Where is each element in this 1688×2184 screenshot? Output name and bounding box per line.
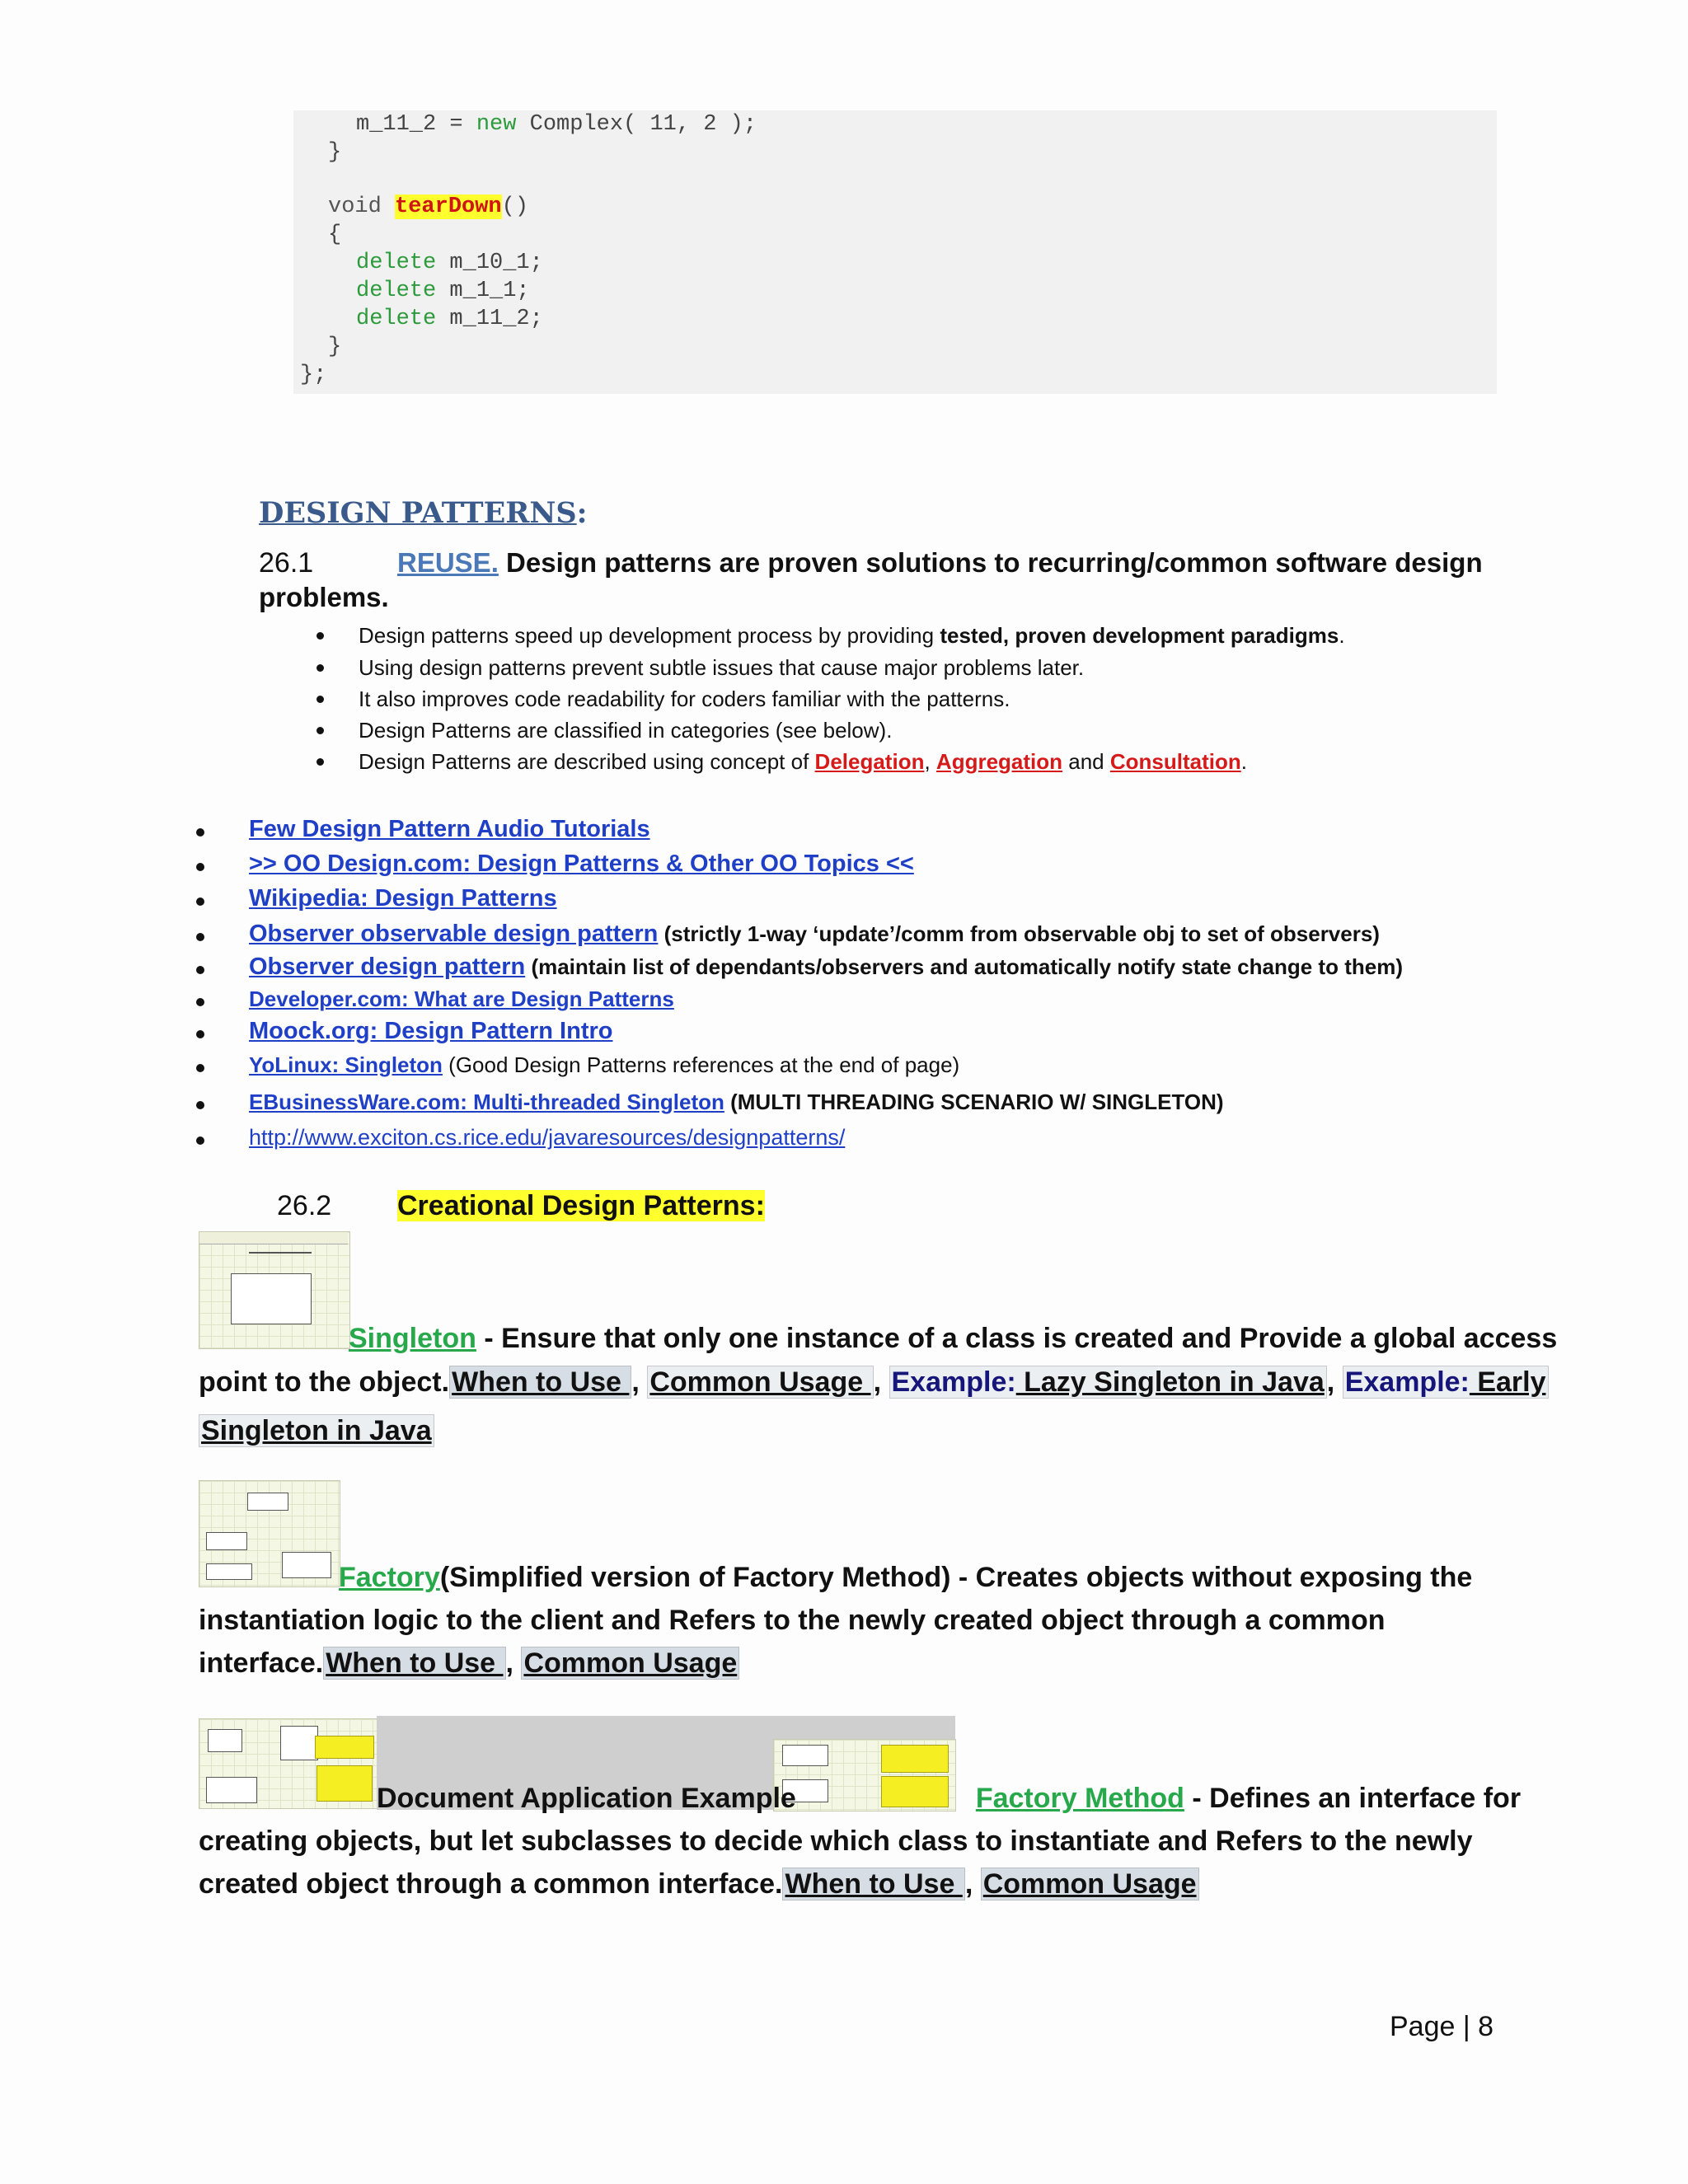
- yolinux-link[interactable]: YoLinux: Singleton: [249, 1052, 443, 1077]
- exciton-link[interactable]: http://www.exciton.cs.rice.edu/javaresources/designpatterns/: [249, 1125, 846, 1150]
- early-singleton-example-link-cont[interactable]: Singleton in Java: [199, 1414, 434, 1447]
- oodesign-link[interactable]: >> OO Design.com: Design Patterns & Other OO Topics <<: [249, 851, 914, 877]
- factory-paragraph: Factory(Simplified version of Factory Method) - Creates objects without exposing the: [339, 1562, 1473, 1593]
- aggregation-link[interactable]: Aggregation: [935, 749, 1063, 774]
- factory-method-paragraph: Document Application Example Factory Method - Defines an interface for: [377, 1783, 1522, 1814]
- factory-method-paragraph-line2: creating objects, but let subclasses to decide which class to instantiate and Refers to the newly: [199, 1825, 1473, 1857]
- singleton-paragraph-line2: point to the object.When to Use , Common Usage , Example: Lazy Singleton in Java, Example: Early: [199, 1361, 1549, 1404]
- code-line: };: [300, 363, 327, 387]
- factory-method-common-usage-link[interactable]: Common Usage: [981, 1868, 1199, 1900]
- code-block: [293, 110, 1497, 394]
- singleton-paragraph-line3: [199, 1409, 434, 1453]
- consultation-link[interactable]: Consultation: [1109, 749, 1241, 774]
- factory-when-to-use-link[interactable]: When to Use: [323, 1647, 505, 1680]
- singleton-link[interactable]: Singleton: [349, 1323, 476, 1354]
- section-number: 26.2: [277, 1190, 332, 1221]
- section-number: 26.1: [259, 547, 314, 579]
- code-line: }: [328, 140, 342, 165]
- code-line: }: [328, 335, 342, 359]
- ebusinessware-link[interactable]: EBusinessWare.com: Multi-threaded Singleton: [249, 1090, 724, 1114]
- reuse-link[interactable]: REUSE.: [397, 547, 499, 578]
- section-heading[interactable]: DESIGN PATTERNS:: [259, 496, 588, 530]
- singleton-common-usage-link[interactable]: Common Usage: [647, 1366, 873, 1399]
- factory-paragraph-line3: interface.When to Use , Common Usage: [199, 1642, 739, 1685]
- factory-paragraph-line2: instantiation logic to the client and Refers to the newly created object through a common: [199, 1605, 1386, 1636]
- wikipedia-link[interactable]: Wikipedia: Design Patterns: [249, 885, 557, 912]
- factory-link[interactable]: Factory: [339, 1562, 440, 1593]
- singleton-when-to-use-link[interactable]: When to Use: [449, 1366, 631, 1399]
- moock-link[interactable]: Moock.org: Design Pattern Intro: [249, 1018, 613, 1044]
- code-line: delete m_11_2;: [356, 307, 543, 331]
- teardown-highlight: tearDown: [395, 194, 502, 219]
- section-title: REUSE. Design patterns are proven solutions to recurring/common software design: [397, 547, 1483, 578]
- code-line: {: [328, 223, 342, 247]
- code-line: delete m_1_1;: [356, 279, 530, 303]
- observer-observable-link[interactable]: Observer observable design pattern: [249, 921, 659, 947]
- code-line: void tearDown(): [328, 194, 529, 219]
- code-line: delete m_10_1;: [356, 251, 543, 275]
- section-title-cont: problems.: [259, 582, 389, 612]
- developer-com-link[interactable]: Developer.com: What are Design Patterns: [249, 987, 674, 1011]
- factory-common-usage-link[interactable]: Common Usage: [521, 1647, 739, 1680]
- early-singleton-example-link[interactable]: Example: Early: [1343, 1366, 1549, 1399]
- section-title: Creational Design Patterns:: [397, 1190, 765, 1221]
- observer-pattern-link[interactable]: Observer design pattern: [249, 954, 526, 980]
- factory-method-link[interactable]: Factory Method: [975, 1783, 1184, 1814]
- document-example-label: Document Application Example: [377, 1783, 796, 1814]
- audio-tutorials-link[interactable]: Few Design Pattern Audio Tutorials: [249, 816, 650, 842]
- lazy-singleton-example-link[interactable]: Example: Lazy Singleton in Java: [889, 1366, 1327, 1399]
- factory-method-paragraph-line3: created object through a common interface.When to Use , Common Usage: [199, 1863, 1199, 1906]
- delegation-link[interactable]: Delegation: [814, 749, 925, 774]
- factory-method-when-to-use-link[interactable]: When to Use: [782, 1868, 964, 1900]
- page-number: Page | 8: [1390, 2011, 1494, 2042]
- singleton-paragraph: Singleton - Ensure that only one instance of a class is created and Provide a global access: [349, 1323, 1558, 1354]
- code-line: m_11_2 = new Complex( 11, 2 );: [356, 112, 757, 137]
